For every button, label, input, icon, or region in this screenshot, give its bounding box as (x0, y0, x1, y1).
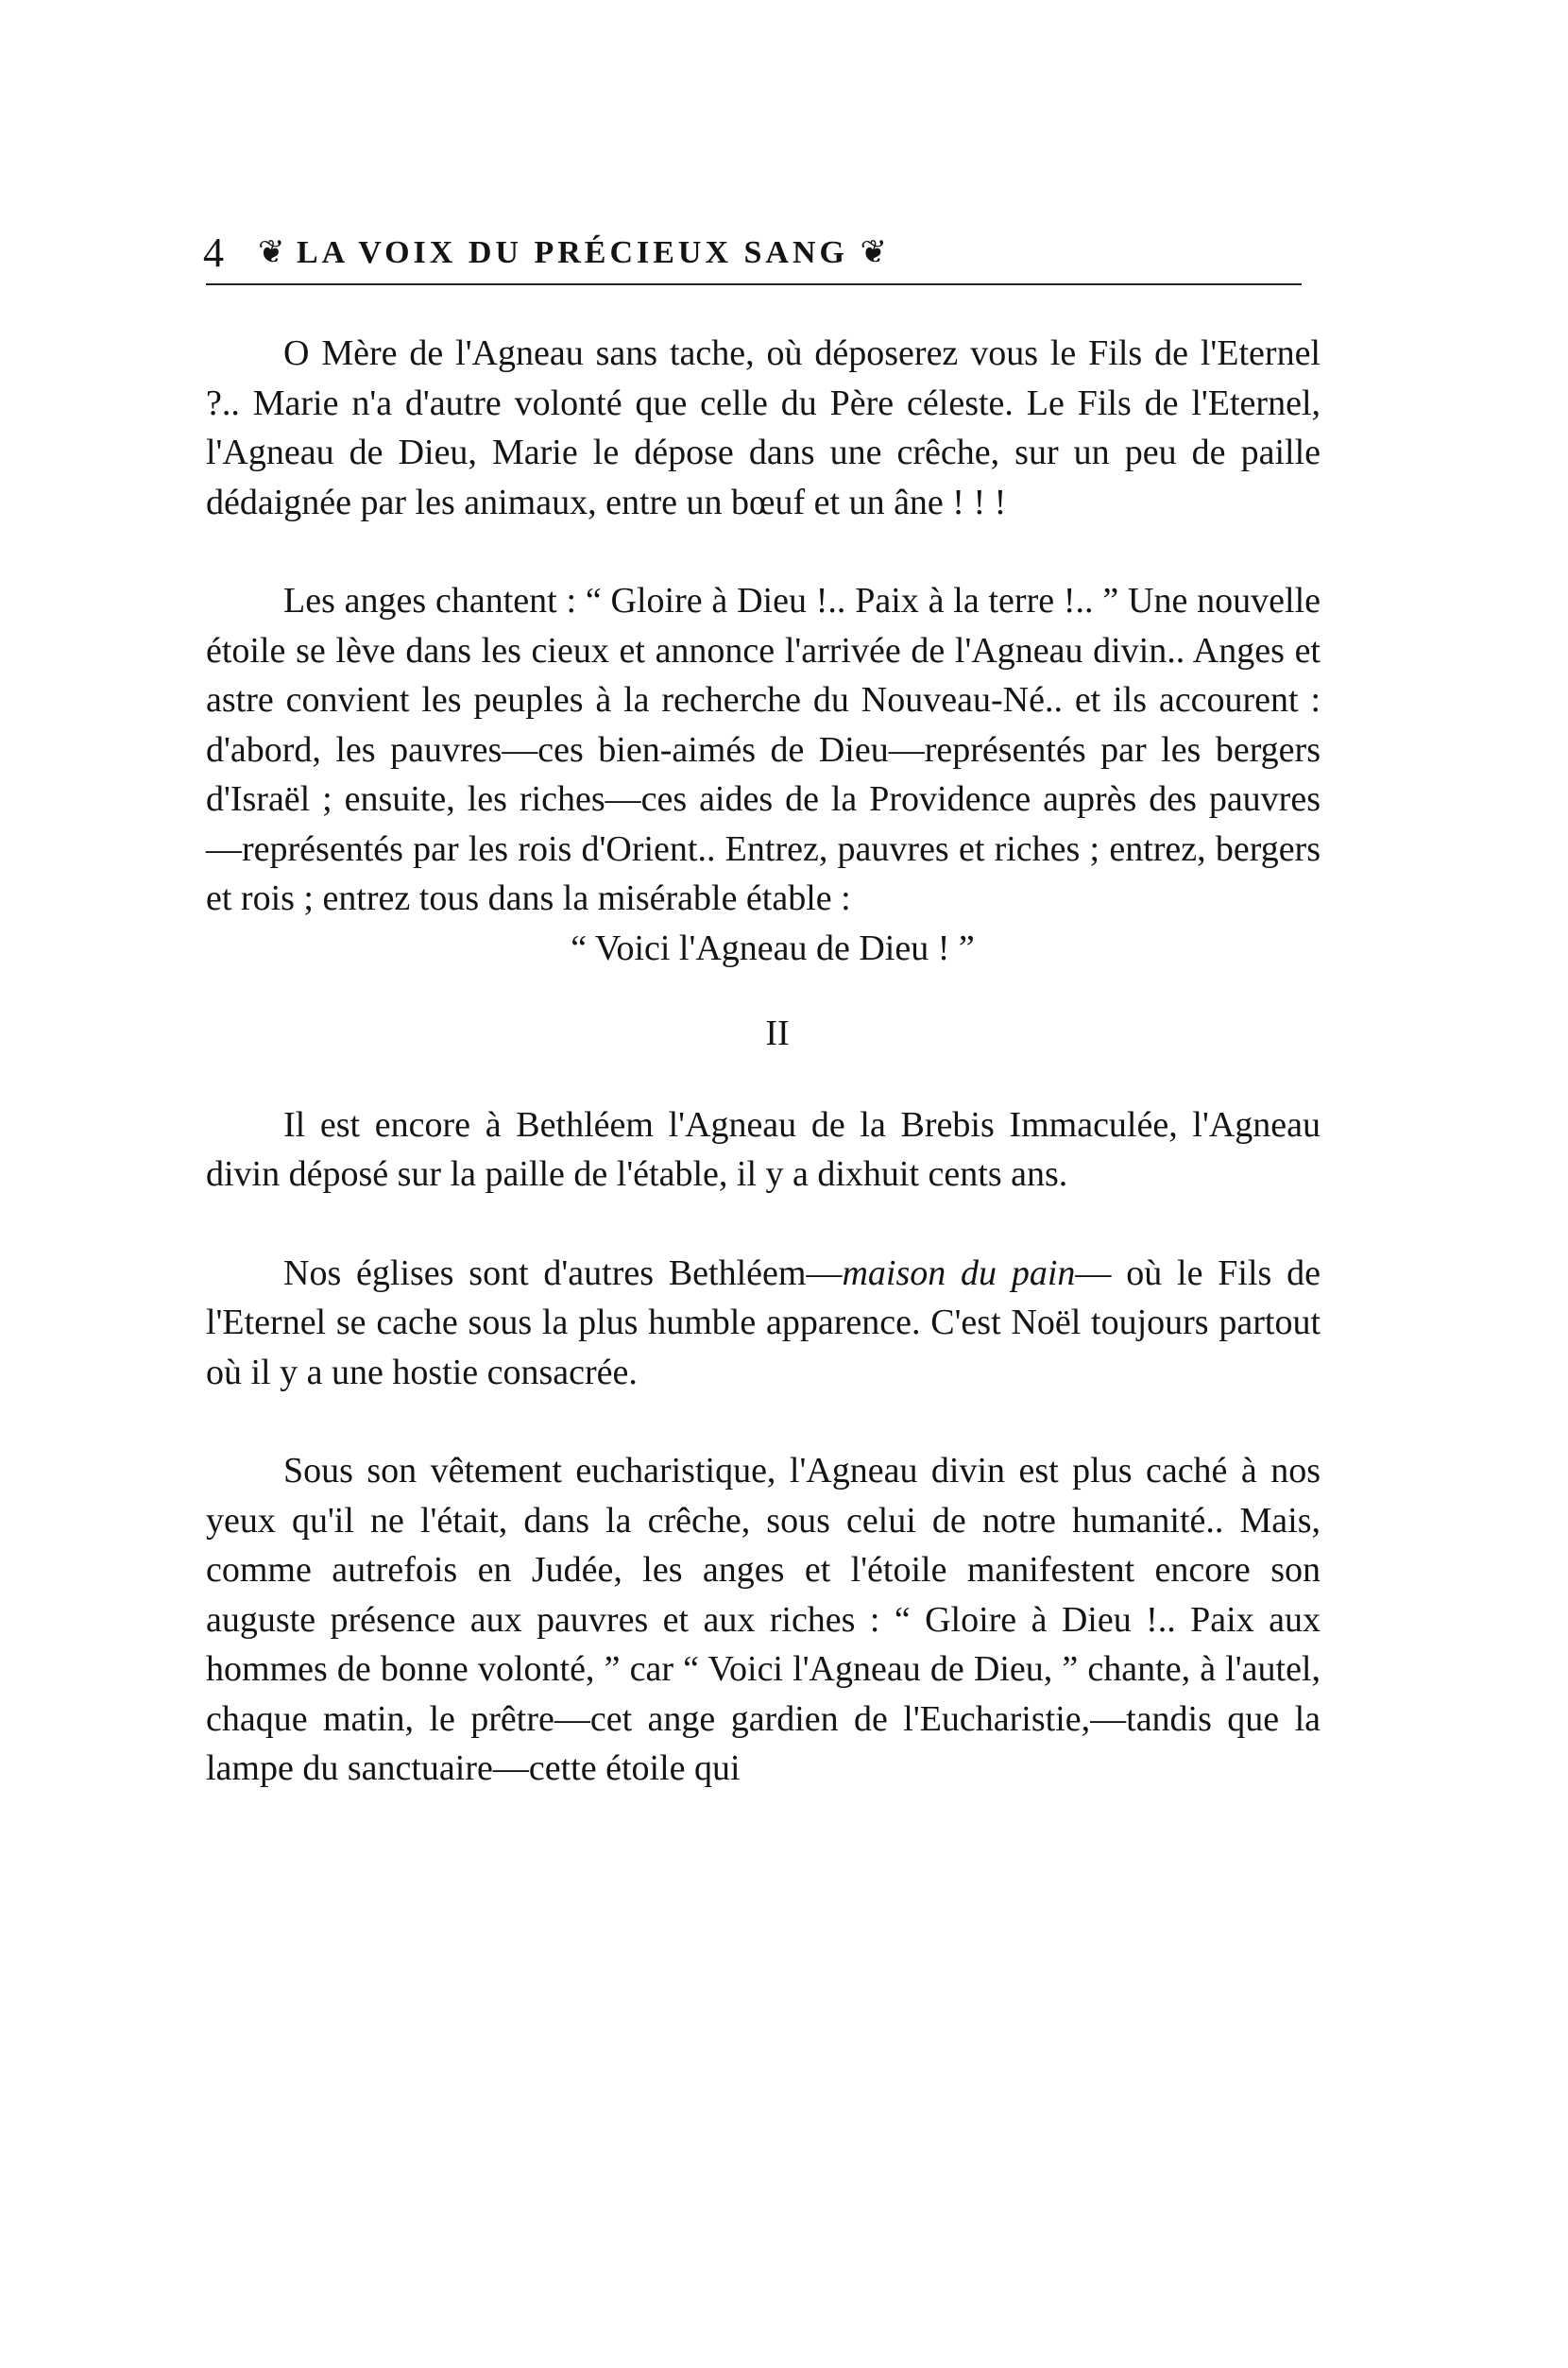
paragraph-4-start: Nos églises sont d'autres Bethléem— (283, 1252, 843, 1293)
paragraph-5: Sous son vêtement eucharistique, l'Agneau divin est plus caché à nos yeux qu'il ne l'était, dans la crêche, sous celui de notre humanité.. Mais, comme autrefois en Judée, les anges et l'étoile manifestent encore son auguste présence aux pauvres et aux riches : “ Gloire à Dieu !.. Paix aux hommes de bonne volonté, ” car “ Voici l'Agneau de Dieu, ” chante, à l'autel, chaque matin, le prêtre—cet ange gardien de l'Eucharistie,—tandis que la lampe du sanctuaire—cette étoile qui (206, 1451, 1321, 1788)
paragraph-4 (206, 1249, 1321, 1398)
header-rule (206, 283, 1302, 285)
paragraph-1: O Mère de l'Agneau sans tache, où déposerez vous le Fils de l'Eternel ?.. Marie n'a d'autre volonté que celle du Père céleste. Le Fils de l'Eternel, l'Agneau de Dieu, Marie le dépose dans une crêche, sur un peu de paille dédaignée par les animaux, entre un bœuf et un âne ! ! ! (206, 333, 1321, 522)
running-title-text: LA VOIX DU PRÉCIEUX SANG (297, 235, 848, 270)
paragraph-2: Les anges chantent : “ Gloire à Dieu !.. Paix à la terre !.. ” Une nouvelle étoile se lève dans les cieux et annonce l'arrivée de l'Agneau divin.. Anges et astre convient les peuples à la recherche du Nouveau-Né.. et ils accourent : d'abord, les pauvres—ces bien-aimés de Dieu—représentés par les bergers d'Israël ; ensuite, les riches—ces aides de la Providence auprès des pauvres—représentés par les rois d'Orient.. Entrez, pauvres et riches ; entrez, bergers et rois ; entrez tous dans la misérable étable : (206, 581, 1321, 918)
ornament-right-icon: ❦ (860, 235, 887, 270)
ornament-left-icon: ❦ (258, 235, 285, 270)
page-body (206, 329, 1321, 1794)
page-number: 4 (203, 230, 224, 276)
paragraph-4-end: — où le Fils de l'Eternel se cache sous la plus humble apparence. C'est Noël toujours partout où il y a une hostie consacrée. (206, 1252, 1321, 1392)
running-title (258, 229, 887, 278)
page-header (203, 225, 1304, 281)
section-heading: II (765, 1014, 790, 1053)
paragraph-3: Il est encore à Bethléem l'Agneau de la Brebis Immaculée, l'Agneau divin déposé sur la paille de l'étable, il y a dixhuit cents ans. (206, 1104, 1321, 1194)
quote-line: “ Voici l'Agneau de Dieu ! ” (571, 928, 975, 968)
paragraph-4-italic: maison du pain (842, 1252, 1076, 1293)
